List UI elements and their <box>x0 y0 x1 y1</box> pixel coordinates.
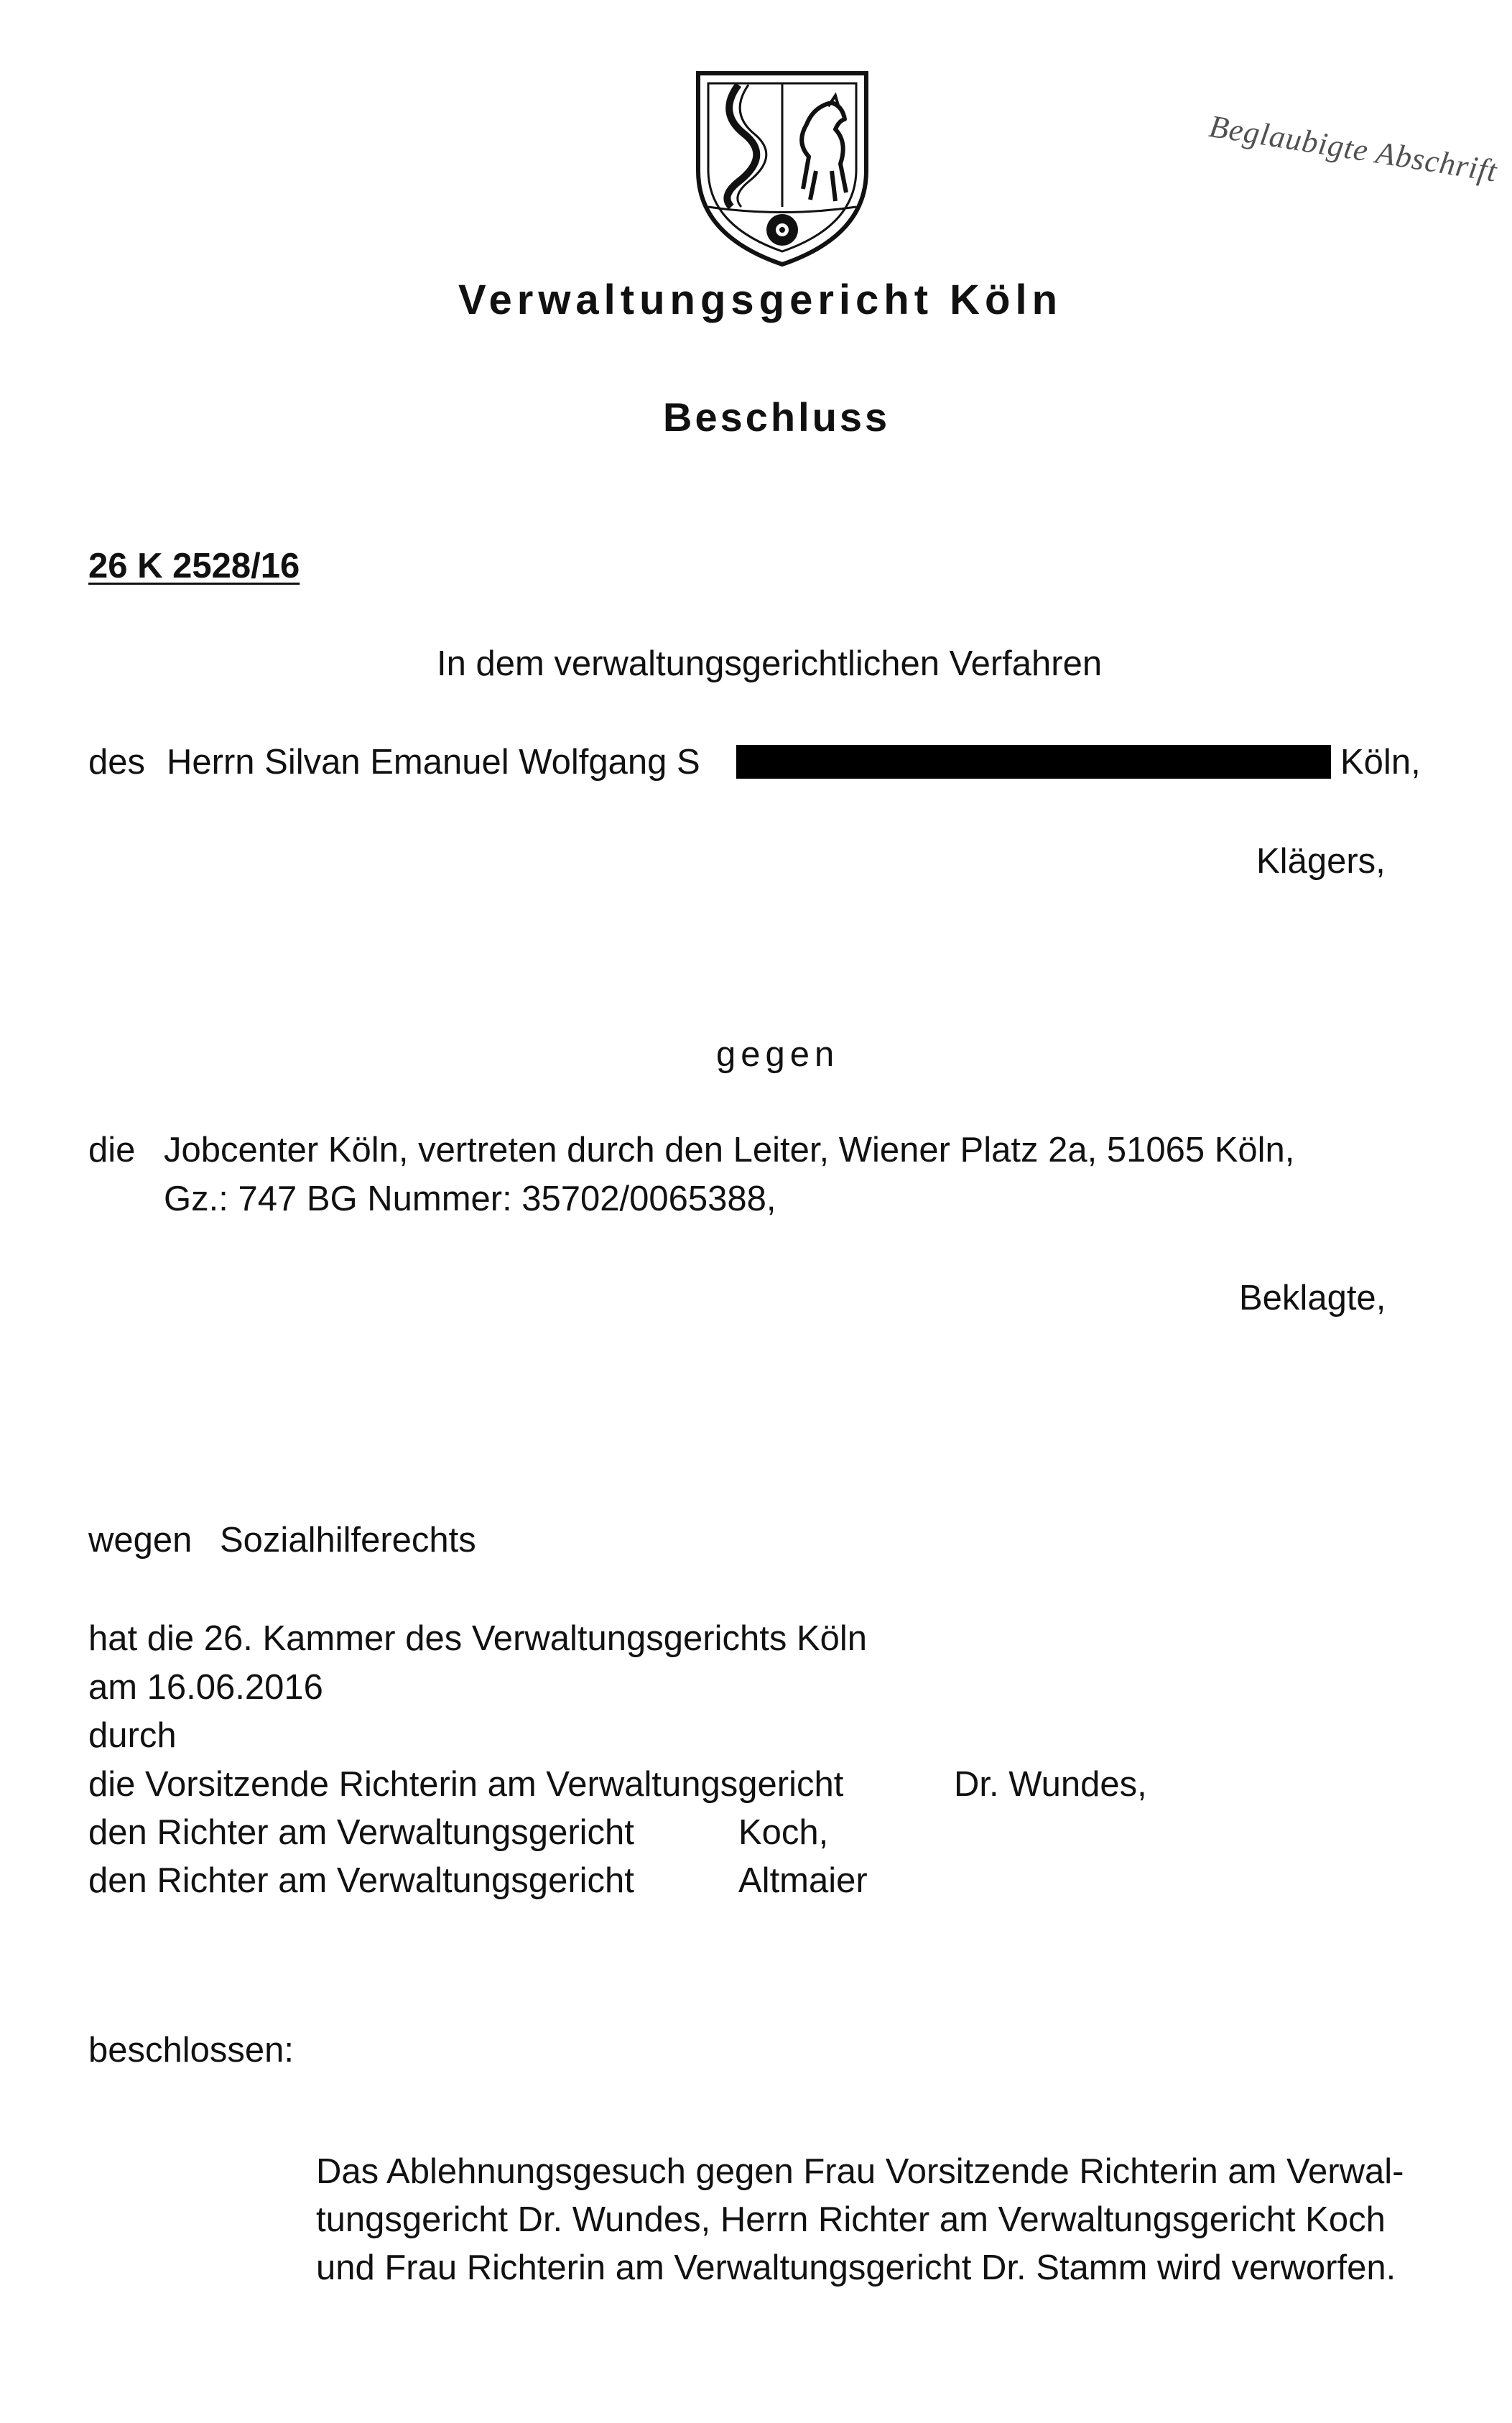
judge-name: Dr. Wundes, <box>954 1765 1147 1804</box>
defendant-prefix: die <box>88 1131 136 1169</box>
plaintiff-prefix: des <box>88 743 146 782</box>
judge-title: den Richter am Verwaltungsgericht <box>88 1861 634 1900</box>
court-name: Verwaltungsgericht Köln <box>458 277 1062 323</box>
by-label: durch <box>88 1716 177 1755</box>
defendant-address: Jobcenter Köln, vertreten durch den Leiter, Wiener Platz 2a, 51065 Köln, <box>164 1131 1295 1169</box>
subject-value: Sozialhilferechts <box>220 1521 476 1560</box>
judge-name: Altmaier <box>738 1861 868 1900</box>
certified-copy-stamp: Beglaubigte Abschrift <box>1207 108 1500 189</box>
nrw-coat-of-arms-icon <box>688 63 876 272</box>
plaintiff-role: Klägers, <box>1256 842 1386 881</box>
versus-label: gegen <box>716 1035 840 1074</box>
proceedings-intro: In dem verwaltungsgerichtlichen Verfahren <box>437 644 1103 683</box>
resolved-label: beschlossen: <box>88 2031 294 2070</box>
decision-line: tungsgericht Dr. Wundes, Herrn Richter am Verwaltungsgericht Koch <box>316 2200 1386 2239</box>
defendant-role: Beklagte, <box>1239 1279 1386 1317</box>
plaintiff-city: Köln, <box>1340 743 1421 782</box>
subject-label: wegen <box>88 1521 193 1560</box>
judge-name: Koch, <box>738 1813 829 1852</box>
redaction-bar <box>736 745 1331 779</box>
plaintiff-name: Herrn Silvan Emanuel Wolfgang S <box>167 743 700 782</box>
decision-date: am 16.06.2016 <box>88 1668 323 1707</box>
case-number: 26 K 2528/16 <box>88 547 300 585</box>
decision-line: Das Ablehnungsgesuch gegen Frau Vorsitzende Richterin am Verwal- <box>316 2152 1404 2191</box>
defendant-reference: Gz.: 747 BG Nummer: 35702/0065388, <box>164 1180 776 1218</box>
chamber-line: hat die 26. Kammer des Verwaltungsgerichts Köln <box>88 1619 868 1658</box>
document-type-title: Beschluss <box>663 394 891 440</box>
decision-line: und Frau Richterin am Verwaltungsgericht Dr. Stamm wird verworfen. <box>316 2248 1396 2287</box>
judge-title: die Vorsitzende Richterin am Verwaltungsgericht <box>88 1765 844 1804</box>
decision-text <box>316 2148 1476 2292</box>
judge-title: den Richter am Verwaltungsgericht <box>88 1813 634 1852</box>
